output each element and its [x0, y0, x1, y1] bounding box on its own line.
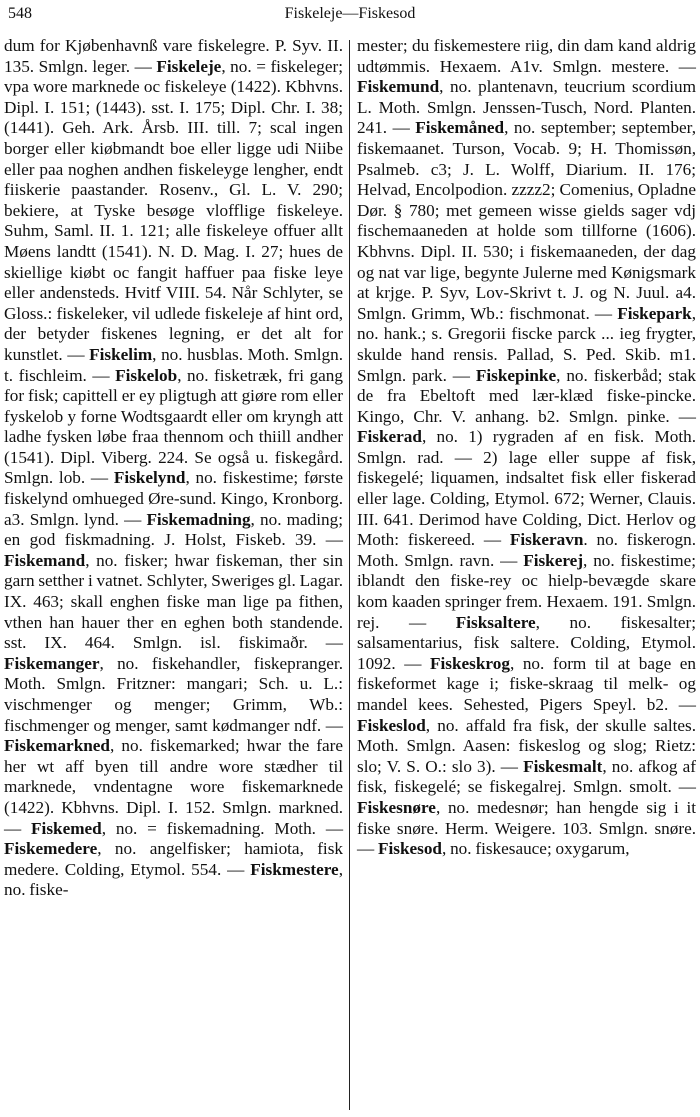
headword: Fiskeslod [357, 715, 426, 735]
headword: Fiskemed [31, 818, 102, 838]
entry-text: , no. husblas. Moth. Smlgn. t. fischleim. — [4, 344, 343, 385]
headword: Fiskeravn [509, 530, 584, 550]
headword: Fiskemåned [415, 118, 505, 138]
page-number: 548 [8, 5, 32, 22]
entry-text: , no. fiskestime; iblandt den fiske-rey oc hielp-bevægde skare kom kaaden springer frem. Hexaem. 191. Smlgn. rej. — [357, 550, 696, 632]
entry-text: , no. fiskemarked; hwar the fare her wt aff byen till andre wore stædher til marknede, vndentagne wore fiskemarknede (1422). Kbhvns. Dipl. I. 152. Smlgn. markned. — [4, 736, 343, 838]
headword: Fiskemarkned [4, 736, 110, 756]
entry-text: , no. hank.; s. Gregorii fiscke parck ... ieg frygter, skulde hand rensis. Pallad, S. Ped. Skib. m1. Smlgn. park. — [357, 303, 696, 385]
entry-text: , no. = fiskemadning. Moth. — [101, 818, 344, 838]
headword: Fiskemanger [4, 653, 100, 673]
headword: Fisksaltere [455, 612, 536, 632]
headword: Fiskelynd [113, 468, 186, 488]
entry-text: , no. fiskehandler, fiskepranger. Moth. Smlgn. Fritzner: mangari; Sch. u. L.: vischmenger og menger; Grimm, Wb.: fischmenger og menger, samt kødmanger ndf. — [4, 653, 343, 735]
entry-text: , no. fiskesauce; oxygarum, [441, 839, 630, 859]
headword: Fiskemedere [4, 839, 98, 859]
headword: Fiskesod [377, 839, 442, 859]
headword: Fiskemand [4, 550, 86, 570]
headword: Fiskmestere [250, 859, 339, 879]
headword: Fiskerej [523, 550, 584, 570]
headword: Fiskesnøre [357, 797, 436, 817]
running-title: Fiskeleje—Fiskesod [284, 5, 416, 22]
entry-text: , no. fiskesalter; salsamentarius, fisk saltere. Colding, Etymol. 1092. — [357, 612, 696, 673]
entry-text: dum for Kjøbenhavnß vare fiskelegre. P. Syv. II. 135. Smlgn. leger. — [4, 36, 343, 76]
headword: Fiskerad [357, 427, 422, 447]
entry-text: , no. september; september, fiskemaanet. Turson, Vocab. 9; H. Thomissøn, Psalmeb. c3; J. L. Wolff, Diarium. II. 176; Helvad, Encolpodion. zzzz2; Comenius, Opladne Dør. § 780; met gemeen wisse gields sager vdj fischemaaneden at holde som tillforne (1606). Kbhvns. Dipl. II. 530; i fiskemaaneden, der dag og nat var lige, begynte Julerne med Kønigsmark at krjge. P. Syv, Lov-Skrivt t. J. og N. Juul. a4. Smlgn. Grimm, Wb.: fischmonat. — [357, 118, 696, 323]
entry-text: , no. = fiskeleger; vpa wore marknede oc fiskeleye (1422). Kbhvns. Dipl. I. 151; (1443). sst. I. 175; Dipl. Chr. I. 38; (1441). Geh. Ark. Årsb. III. till. 7; scal ingen borger eller kiøbmandt boe eller ligge udi Niibe eller paa noghen andhen fiskeleyge lengher, endt fiiskerie paastander. Rosenv., Gl. L. V. 290; bekiere, at Tyske besøge vlofflige fiskeleye. Suhm, Saml. II. 1. 121; alle fiskeleye offuer allt Møens landtt (1541). N. D. Mag. I. 27; hues de skiellige kiøbt oc fangit haffuer paa fiske leye eller andensteds. Hvitf VIII. 54. Når Schlyter, se Gloss.: fiskeleker, vil udlede fiskeleje af hint ord, der betyder fiskenes legning, er det alt for kunstlet. — [4, 56, 343, 364]
headword: Fiskeleje [156, 56, 222, 76]
headword: Fiskepark [617, 303, 692, 323]
entry-text: , no. afkog af fisk, fiskegelé; se fiskegalrej. Smlgn. smolt. — [357, 756, 696, 797]
entry-text: , no. mading; en god fiskmadning. J. Holst, Fiskeb. 39. — [4, 509, 343, 550]
right-column [357, 36, 696, 860]
entry-text: , no. fiskestime; første fiskelynd omhueged Øre-sund. Kingo, Kronborg. a3. Smlgn. lynd. — [4, 468, 343, 529]
entry-text: , no. form til at bage en fiskeformet kage i; fiske-skraag til melk- og mandel kees. Sehested, Pigers Speyl. b2. — [357, 653, 697, 714]
headword: Fiskelob [115, 365, 178, 385]
headword: Fiskemund [357, 77, 440, 97]
left-column [4, 36, 343, 901]
page-header [8, 2, 692, 28]
entry-text: , no. medesnør; han hengde sig i it fiske snøre. Herm. Weigere. 103. Smlgn. snøre. — [357, 797, 696, 859]
entry-text: , no. fisketræk, fri gang for fisk; capittell er ey pligtugh att giøre rom eller fyskelob y forne Wodtsgaardt eller om kryngh att ladhe fysken løbe fraa thennom och thiill andher (1541). Dipl. Viberg. 224. Se også u. fiskegård. Smlgn. lob. — [4, 365, 343, 488]
headword: Fiskemadning [146, 509, 251, 529]
entry-text: , no. plantenavn, teucrium scordium L. Moth. Smlgn. Jenssen-Tusch, Nord. Planten. 241. — [357, 77, 696, 138]
entry-text: , no. affald fra fisk, der skulle saltes. Moth. Smlgn. Aasen: fiskeslog og slog; Rietz: slo; V. S. O.: slo 3). — [357, 715, 696, 776]
entry-text: , no. angelfisker; hamiota, fisk medere. Colding, Etymol. 554. — [4, 839, 343, 879]
entry-text: mester; du fiskemestere riig, din dam kand aldrig udtømmis. Hexaem. A1v. Smlgn. mestere. — [357, 36, 696, 76]
column-divider [349, 40, 350, 1110]
entry-text: , no. fiskerbåd; stak de fra Ebeltoft med lær-klæd fiske-pincke. Kingo, Chr. V. anhang. b2. Smlgn. pinke. — [357, 365, 696, 426]
headword: Fiskeskrog [430, 653, 510, 673]
entry-text: , no. 1) rygraden af en fisk. Moth. Smlgn. rad. — 2) lage eller suppe af fisk, fiskegelé; liquamen, indsaltet fisk eller fiskerad eller lage. Colding, Etymol. 672; Werner, Clauis. III. 641. Derimod have Colding, Dict. Herlov og Moth: fiskereed. — [357, 427, 696, 550]
entry-text: . no. fiskerogn. Moth. Smlgn. ravn. — [357, 530, 696, 570]
entry-text: , no. fisker; hwar fiskeman, ther sin garn setther i vatnet. Schlyter, Sweriges gl. Lagar. IX. 463; skall enghen fiske man lige pa fithen, vthen han hauer ther en eghen both standende. sst. IX. 464. Smlgn. isl. fiskimaðr. — [4, 550, 343, 653]
headword: Fiskepinke [475, 365, 557, 385]
entry-text: , no. fiske- [4, 859, 343, 900]
headword: Fiskelim [89, 344, 153, 364]
headword: Fiskesmalt [523, 756, 603, 776]
